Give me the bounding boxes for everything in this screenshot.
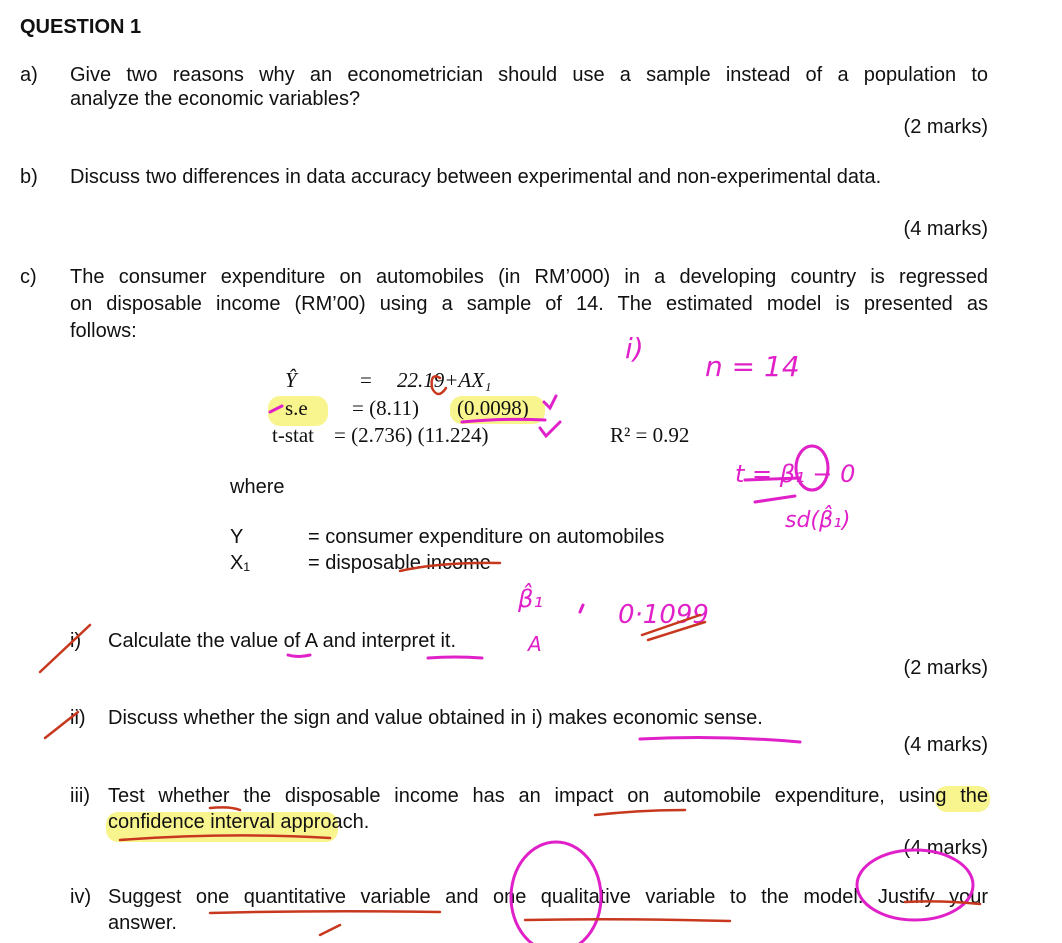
hw-value: 0·1099: [618, 600, 709, 630]
model-yhat: Ŷ: [285, 368, 297, 392]
t-stat-label: t-stat: [272, 423, 314, 447]
hw-t-numerator: t = β₁ − 0: [735, 460, 856, 488]
hw-tick-tstat: [540, 422, 560, 436]
part-a-label: a): [20, 64, 38, 86]
part-c-text-3: follows:: [70, 320, 137, 342]
part-c-text-1: The consumer expenditure on automobiles (in RM’000) in a developing country is regressed: [70, 266, 988, 288]
part-b-text: Discuss two differences in data accuracy between experimental and non-experimental data.: [70, 166, 882, 188]
hw-tick-slope: [544, 396, 556, 408]
hw-beta: β̂₁: [518, 585, 543, 613]
hw-i-mark: i): [625, 332, 644, 365]
part-a-marks: (2 marks): [903, 116, 988, 138]
r-squared: R² = 0.92: [610, 423, 690, 447]
part-a-text: Give two reasons why an econometrician should use a sample instead of a population to: [70, 64, 988, 86]
t-stat-values: = (2.736) (11.224): [334, 423, 489, 447]
model-rhs: 22.19+AX₁: [397, 368, 492, 392]
hw-n-14: n = 14: [705, 350, 800, 383]
def-x1-symbol: X₁: [230, 552, 251, 574]
sub-ii-text: Discuss whether the sign and value obtained in i) makes economic sense.: [108, 707, 763, 729]
sub-iii-label: iii): [70, 785, 90, 807]
sub-ii-label: ii): [70, 707, 86, 729]
sub-iii-text-1: Test whether the disposable income has an impact on automobile expenditure, using the: [108, 785, 988, 807]
def-y-symbol: Y: [230, 526, 244, 548]
part-b-label: b): [20, 166, 38, 188]
part-b-marks: (4 marks): [903, 218, 988, 240]
part-a-text-2: analyze the economic variables?: [70, 88, 361, 110]
sub-iv-label: iv): [70, 886, 92, 908]
def-y-text: = consumer expenditure on automobiles: [308, 526, 665, 548]
hw-strike-i: [40, 625, 90, 672]
def-x1-text: = disposable income: [308, 552, 491, 574]
sub-iii-text-2: confidence interval approach.: [108, 811, 370, 833]
se-slope: (0.0098): [457, 396, 529, 420]
sub-iv-text-1: Suggest one quantitative variable and one qualitative variable to the model. Justify your: [108, 886, 988, 908]
sub-i-text: Calculate the value of A and interpret it.: [108, 630, 456, 652]
question-title: QUESTION 1: [20, 16, 142, 38]
part-c-label: c): [20, 266, 37, 288]
sub-ii-marks: (4 marks): [903, 734, 988, 756]
sub-i-label: i): [70, 630, 82, 652]
part-c-text-2: on disposable income (RM’00) using a sample of 14. The estimated model is presented as: [70, 293, 988, 315]
sub-iii-marks: (4 marks): [903, 837, 988, 859]
sub-i-marks: (2 marks): [903, 657, 988, 679]
sub-iv-text-2: answer.: [108, 912, 177, 934]
where-label: where: [230, 476, 285, 498]
se-values: = (8.11): [352, 396, 420, 420]
se-label: s.e: [285, 396, 308, 420]
hw-a: A: [528, 632, 542, 656]
hw-t-denominator: sd(β̂₁): [785, 508, 851, 533]
model-equals: =: [360, 368, 372, 392]
